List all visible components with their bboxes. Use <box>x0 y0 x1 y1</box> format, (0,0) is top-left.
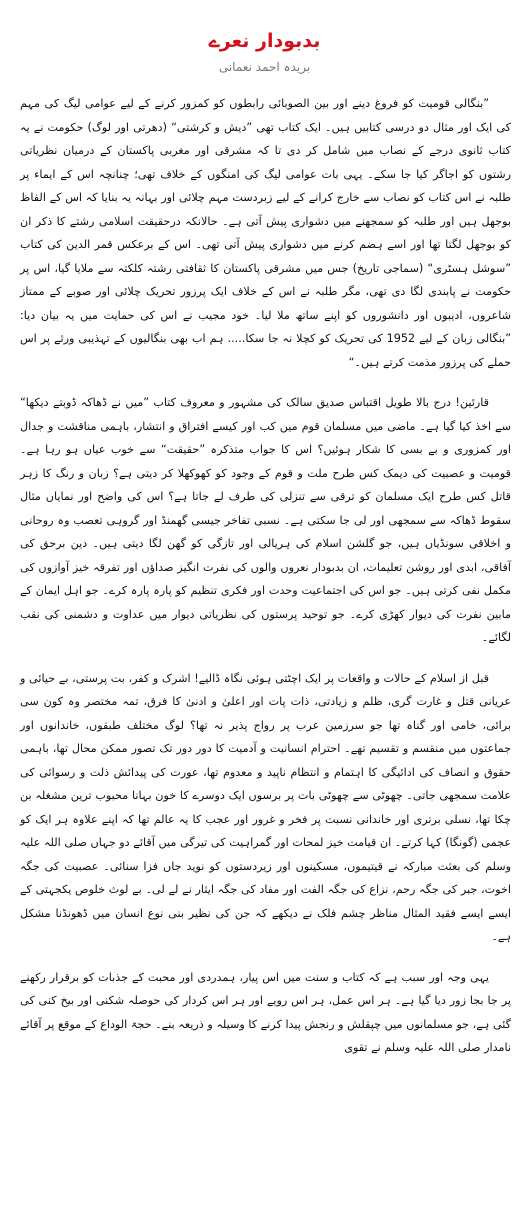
article-title: بدبودار نعرے <box>208 29 321 52</box>
paragraph: قبل از اسلام کے حالات و واقعات پر ایک اچٹتی ہوئی نگاہ ڈالیے! اشرک و کفر، بت پرستی، بے حیائی و عریانی قتل و غارت گری، ظلم و زیادتی، ذات پات اور اعلیٰ و ادنیٰ کا فرق، تمہ مختصر وہ کون سی برائی، خامی اور گناہ تھا جو سرزمین عرب پر رواج پذیر نہ تھا؟ لوگ مختلف طبقوں، خاندانوں اور جماعتوں میں منقسم و تقسیم تھے۔ احترام انسانیت و آدمیت کا دور دور تک تصور ممکن محال تھا، باہمی حقوق و انصاف کی ادائیگی کا اہتمام و انتظام ناپید و معدوم تھا، عورت کی پیدائش ذلت و رسوائی کی علامت سمجھی جاتی۔ چھوٹی سے چھوٹی بات پر برسوں ایک دوسرے کا خون بہانا محبوب ترین مشغلہ بن چکا تھا، نسلی برتری اور خاندانی نسبت پر فخر و غرور اور عجب کا یہ عالم تھا کہ اپنے علاوہ ہر ایک کو عجمی (گونگا) کہا کرتے۔ ان قیامت خیز لمحات اور گمراہیت کی تیرگی میں آقائے دو جہاں صلی اللہ علیہ وسلم کی بعثت مبارکہ نے قیتیموں، مسکینوں اور زیردستوں کو نوید جاں فزا سنائی۔ عصبیت کی جگہ اخوت، جبر کی جگہ رحم، نزاع کی جگہ الفت اور مفاد کی جگہ ایثار نے لے لی۔ بے لوث خلوص یکجہتی کے ایسے ایسے فقید المثال مناظر چشم فلک نے دیکھے کہ جن کی نظیر بنی نوع انسان میں ڈھونڈنا مشکل ہے۔ <box>20 671 511 943</box>
paragraph: ”بنگالی قومیت کو فروغ دینے اور بین الصوبائی رابطوں کو کمزور کرنے کے لیے عوامی لیگ کی مہم کی ایک اور مثال دو درسی کتابیں ہیں۔ ایک کتاب تھی ”دیش و کرشتی“ (دھرتی اور لوگ) حکومت نے یہ کتاب ثانوی درجے کے نصاب میں شامل کر دی تا کہ مشرقی اور مغربی پاکستان کے درمیان نظریاتی رشتوں کو اجاگر کیا جا سکے۔ یہی بات عوامی لیگ کی امنگوں کے خلاف تھی؛ چنانچہ اس کے ایماء پر طلبہ نے اس کتاب کو نصاب سے خارج کرانے کے لیے زبردست مہم چلائی اور بہانہ یہ بنایا کہ اس کے الفاظ بوجھل ہیں اور طلبہ کو سمجھنے میں دشواری پیش آتی ہے۔ حالانکہ درحقیقت اسلامی رشتے کا ذکر ان کو بوجھل لگتا تھا اور اسے ہضم کرنے میں دشواری پیش آتی تھی۔ اس کے برعکس قمر الدین کی کتاب ”سوشل ہسٹری“ (سماجی تاریخ) جس میں مشرقی پاکستان کا ثقافتی رشتہ کلکتہ سے ملایا گیا، اس پر حکومت نے پابندی لگا دی تھی، مگر طلبہ نے اس کے خلاف ایک پرزور تحریک چلائی اور صوبے کے ممتاز شاعروں، ادیبوں اور دانشوروں کو اپنے ساتھ ملا لیا۔ خود مجیب نے اس کی حمایت میں یہ بیان دیا: ”بنگالی زبان کے لیے 1952 کی تحریک کو کچلا نہ جا سکا..... ہم اب بھی بنگالیوں کے تہذیبی ورثے پر اس حملے کی پرزور مذمت کرتے ہیں۔“ <box>20 97 511 369</box>
article-body <box>20 92 511 1060</box>
paragraph: یہی وجہ اور سبب ہے کہ کتاب و سنت میں اس پیار، ہمدردی اور محبت کے جذبات کو برقرار رکھنے پر جا بجا زور دیا گیا ہے۔ ہر اس عمل، ہر اس رویے اور ہر اس کردار کی حوصلہ شکنی اور بیخ کنی کی گئی ہے، جو مسلمانوں میں چپقلش و رنجش پیدا کرنے کا وسیلہ و ذریعہ بنے۔ حجۃ الوداع کے موقع پر آقائے نامدار صلی اللہ علیہ وسلم نے تقوی <box>20 970 511 1054</box>
paragraph: قارئین! درج بالا طویل اقتباس صدیق سالک کی مشہور و معروف کتاب ”میں نے ڈھاکہ ڈوبتے دیکھا“ سے اخذ کیا گیا ہے۔ ماضی میں مسلمان قوم میں کب اور کیسے افتراق و انتشار، باہمی مناقشت و جدال اور کمزوری و بے بسی کا شکار ہوئیں؟ اس کا جواب متذکرہ ”حقیقت“ سے خوب عیاں ہو رہا ہے۔ قومیت و عصبیت کی دیمک کس طرح ملت و قوم کے وجود کو کھوکھلا کر دیتی ہے؟ زبان و رنگ کا زہر قاتل کس طرح ایک مسلمان کو ترقی سے تنزلی کی طرف لے جاتا ہے؟ اس کی واضح اور نمایاں مثال سقوط ڈھاکہ سے سمجھی اور لی جا سکتی ہے۔ نسبی تفاخر جیسی گھمنڈ اور گروہی تعصب وہ روحانی و اخلاقی سونڈیاں ہیں، جو گلشن اسلام کی ہریالی اور تازگی کو گھن لگا دیتی ہیں۔ دین برحق کی آفاقی، ابدی اور روشن تعلیمات، ان بدبودار نعروں والوں کی نفرت انگیز صداؤں اور تفرقہ خیز آوازوں کی مکمل نفی کرتی ہیں۔ جو اس کی اجتماعیت وحدت اور فکری تنظیم کو پارہ پارہ کرے۔ جو اہل ایمان کے مابین نفرت کی دیوار کھڑی کرے۔ جو توحید پرستوں کی نظریاتی دیوار میں عداوت و دشمنی کی نقب لگائے۔ <box>20 396 511 644</box>
author-byline: بریدہ احمد نعمانی <box>218 60 311 74</box>
